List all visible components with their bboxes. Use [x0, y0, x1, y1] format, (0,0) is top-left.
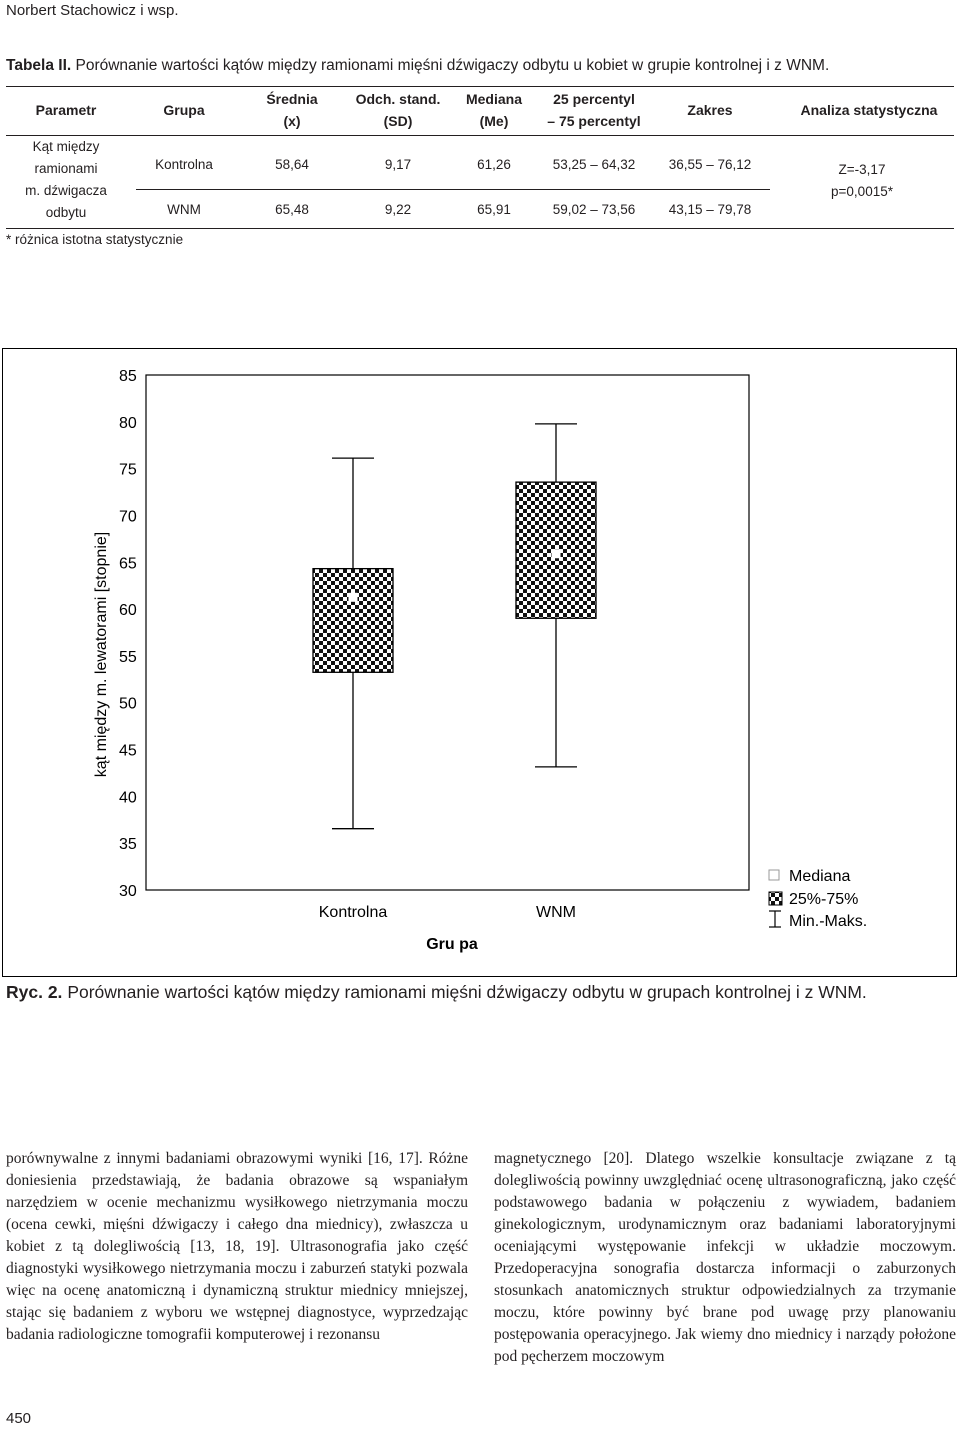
median-marker: [349, 593, 357, 601]
x-axis-label: Gru pa: [426, 936, 478, 953]
header-analiza: Analiza statystyczna: [800, 102, 938, 118]
row-grupa: Kontrolna: [155, 157, 213, 172]
y-tick-label: 60: [119, 602, 137, 620]
y-tick-label: 55: [119, 648, 137, 666]
row-grupa: WNM: [167, 202, 201, 217]
table-caption-label: Tabela II.: [6, 57, 72, 74]
header-percentyl-sub: – 75 percentyl: [547, 113, 641, 129]
row-srednia: 58,64: [275, 157, 309, 172]
row-sd: 9,22: [384, 202, 412, 217]
row-mediana: 65,91: [477, 202, 511, 217]
row-mediana: 61,26: [477, 157, 511, 172]
y-tick-label: 75: [119, 461, 137, 479]
header-grupa: Grupa: [163, 102, 205, 118]
figure-caption-text: Porównanie wartości kątów między ramionami mięśni dźwigaczy odbytu w grupach kontrolnej i z WNM.: [67, 982, 867, 1002]
plot-area: [146, 375, 749, 890]
legend-iqr-icon: [769, 892, 782, 905]
y-tick-label: 85: [119, 368, 137, 385]
y-tick-label: 30: [119, 883, 137, 900]
parametr-line-2: ramionami: [34, 161, 98, 176]
header-percentyl: 25 percentyl: [553, 91, 635, 107]
figure-caption-label: Ryc. 2.: [6, 982, 63, 1002]
table-row-rule: [136, 189, 770, 190]
row-percentyl: 59,02 – 73,56: [552, 202, 636, 217]
boxplot-chart: [3, 349, 955, 975]
table-top-rule: [6, 86, 954, 87]
comparison-table: [0, 0, 960, 260]
page-number: 450: [6, 1410, 32, 1427]
y-tick-label: 40: [119, 789, 137, 807]
row-percentyl: 53,25 – 64,32: [552, 157, 636, 172]
header-srednia: Średnia: [266, 91, 318, 107]
parametr-line-1: Kąt między: [32, 139, 100, 154]
legend-median-label: Mediana: [789, 868, 851, 885]
header-odch: Odch. stand.: [355, 91, 441, 107]
figure-frame: [2, 348, 957, 977]
table-header-rule: [6, 135, 954, 136]
parametr-line-3: m. dźwigacza: [25, 183, 107, 198]
header-srednia-sub: (x): [283, 113, 301, 129]
y-tick-label: 35: [119, 836, 137, 854]
y-tick-label: 70: [119, 508, 137, 526]
iqr-box: [313, 569, 393, 673]
y-tick-label: 80: [119, 414, 137, 432]
x-tick-label: WNM: [536, 904, 576, 921]
figure-caption: [6, 982, 867, 1003]
row-zakres: 43,15 – 79,78: [668, 202, 752, 217]
table-caption-text: Porównanie wartości kątów między ramionami mięśni dźwigaczy odbytu u kobiet w grupie kontrolnej i z WNM.: [75, 57, 830, 74]
header-mediana-sub: (Me): [479, 113, 509, 129]
header-zakres: Zakres: [687, 102, 733, 118]
body-column-right: magnetycznego [20]. Dlatego wszelkie konsultacje związane z tą dolegliwością powinny uwzględniać ocenę ultrasonograficzną, jako część podstawowego badania w połączeniu z wywiadem, badaniem ginekologicznym, urodynamicznym oraz badaniami laboratoryjnymi oceniającymi występowanie infekcji w układzie moczowym. Przedoperacyjna sonografia dostarcza informacji o zaburzonych stosunkach anatomicznych struktur odpowiedzialnych za trzymanie moczu, które powinny być brane pod uwagę przy planowaniu postępowania operacyjnego. Jak wiemy dno miednicy i narządy położone pod pęcherzem moczowym: [494, 1150, 956, 1365]
parametr-line-4: odbytu: [45, 205, 87, 220]
analiza-p: p=0,0015*: [831, 184, 893, 199]
y-axis-label: kąt między m. lewatorami [stopnie]: [93, 531, 110, 778]
running-head: Norbert Stachowicz i wsp.: [6, 2, 179, 19]
body-column-left: porównywalne z innymi badaniami obrazowymi wyniki [16, 17]. Różne doniesienia przedstawiają, że badania obrazowe są wspaniałym narzędziem w ocenie mechanizmu wysiłkowego nietrzymania moczu (ocena cewki, mięśni dźwigaczy i całego dna miednicy), zwłaszcza u kobiet z tą dolegliwością [13, 18, 19]. Ultrasonografia jako część diagnostyki wysiłkowego nietrzymania moczu i zaburzeń statyki pozwala więc na ocenę anatomiczną i dynamiczną struktur miednicy mniejszej, stając się badaniem z wyboru we wstępnej diagnostyce, wyprzedzając badania radiologiczne tomografii komputerowej i rezonansu: [6, 1150, 468, 1343]
y-tick-label: 65: [119, 555, 137, 573]
header-parametr: Parametr: [35, 102, 97, 118]
legend-iqr-label: 25%-75%: [789, 891, 859, 908]
y-tick-label: 50: [119, 695, 137, 713]
header-odch-sub: (SD): [383, 113, 413, 129]
table-bottom-rule: [6, 228, 954, 229]
row-zakres: 36,55 – 76,12: [668, 157, 752, 172]
legend-minmax-label: Min.-Maks.: [789, 913, 868, 930]
legend-median-icon: [769, 870, 779, 880]
median-marker: [552, 550, 560, 558]
x-tick-label: Kontrolna: [318, 904, 388, 921]
header-mediana: Mediana: [465, 91, 522, 107]
row-sd: 9,17: [384, 157, 412, 172]
table-footnote: * różnica istotna statystycznie: [6, 232, 184, 247]
y-tick-label: 45: [119, 742, 137, 760]
analiza-z: Z=-3,17: [838, 162, 886, 177]
row-srednia: 65,48: [275, 202, 309, 217]
